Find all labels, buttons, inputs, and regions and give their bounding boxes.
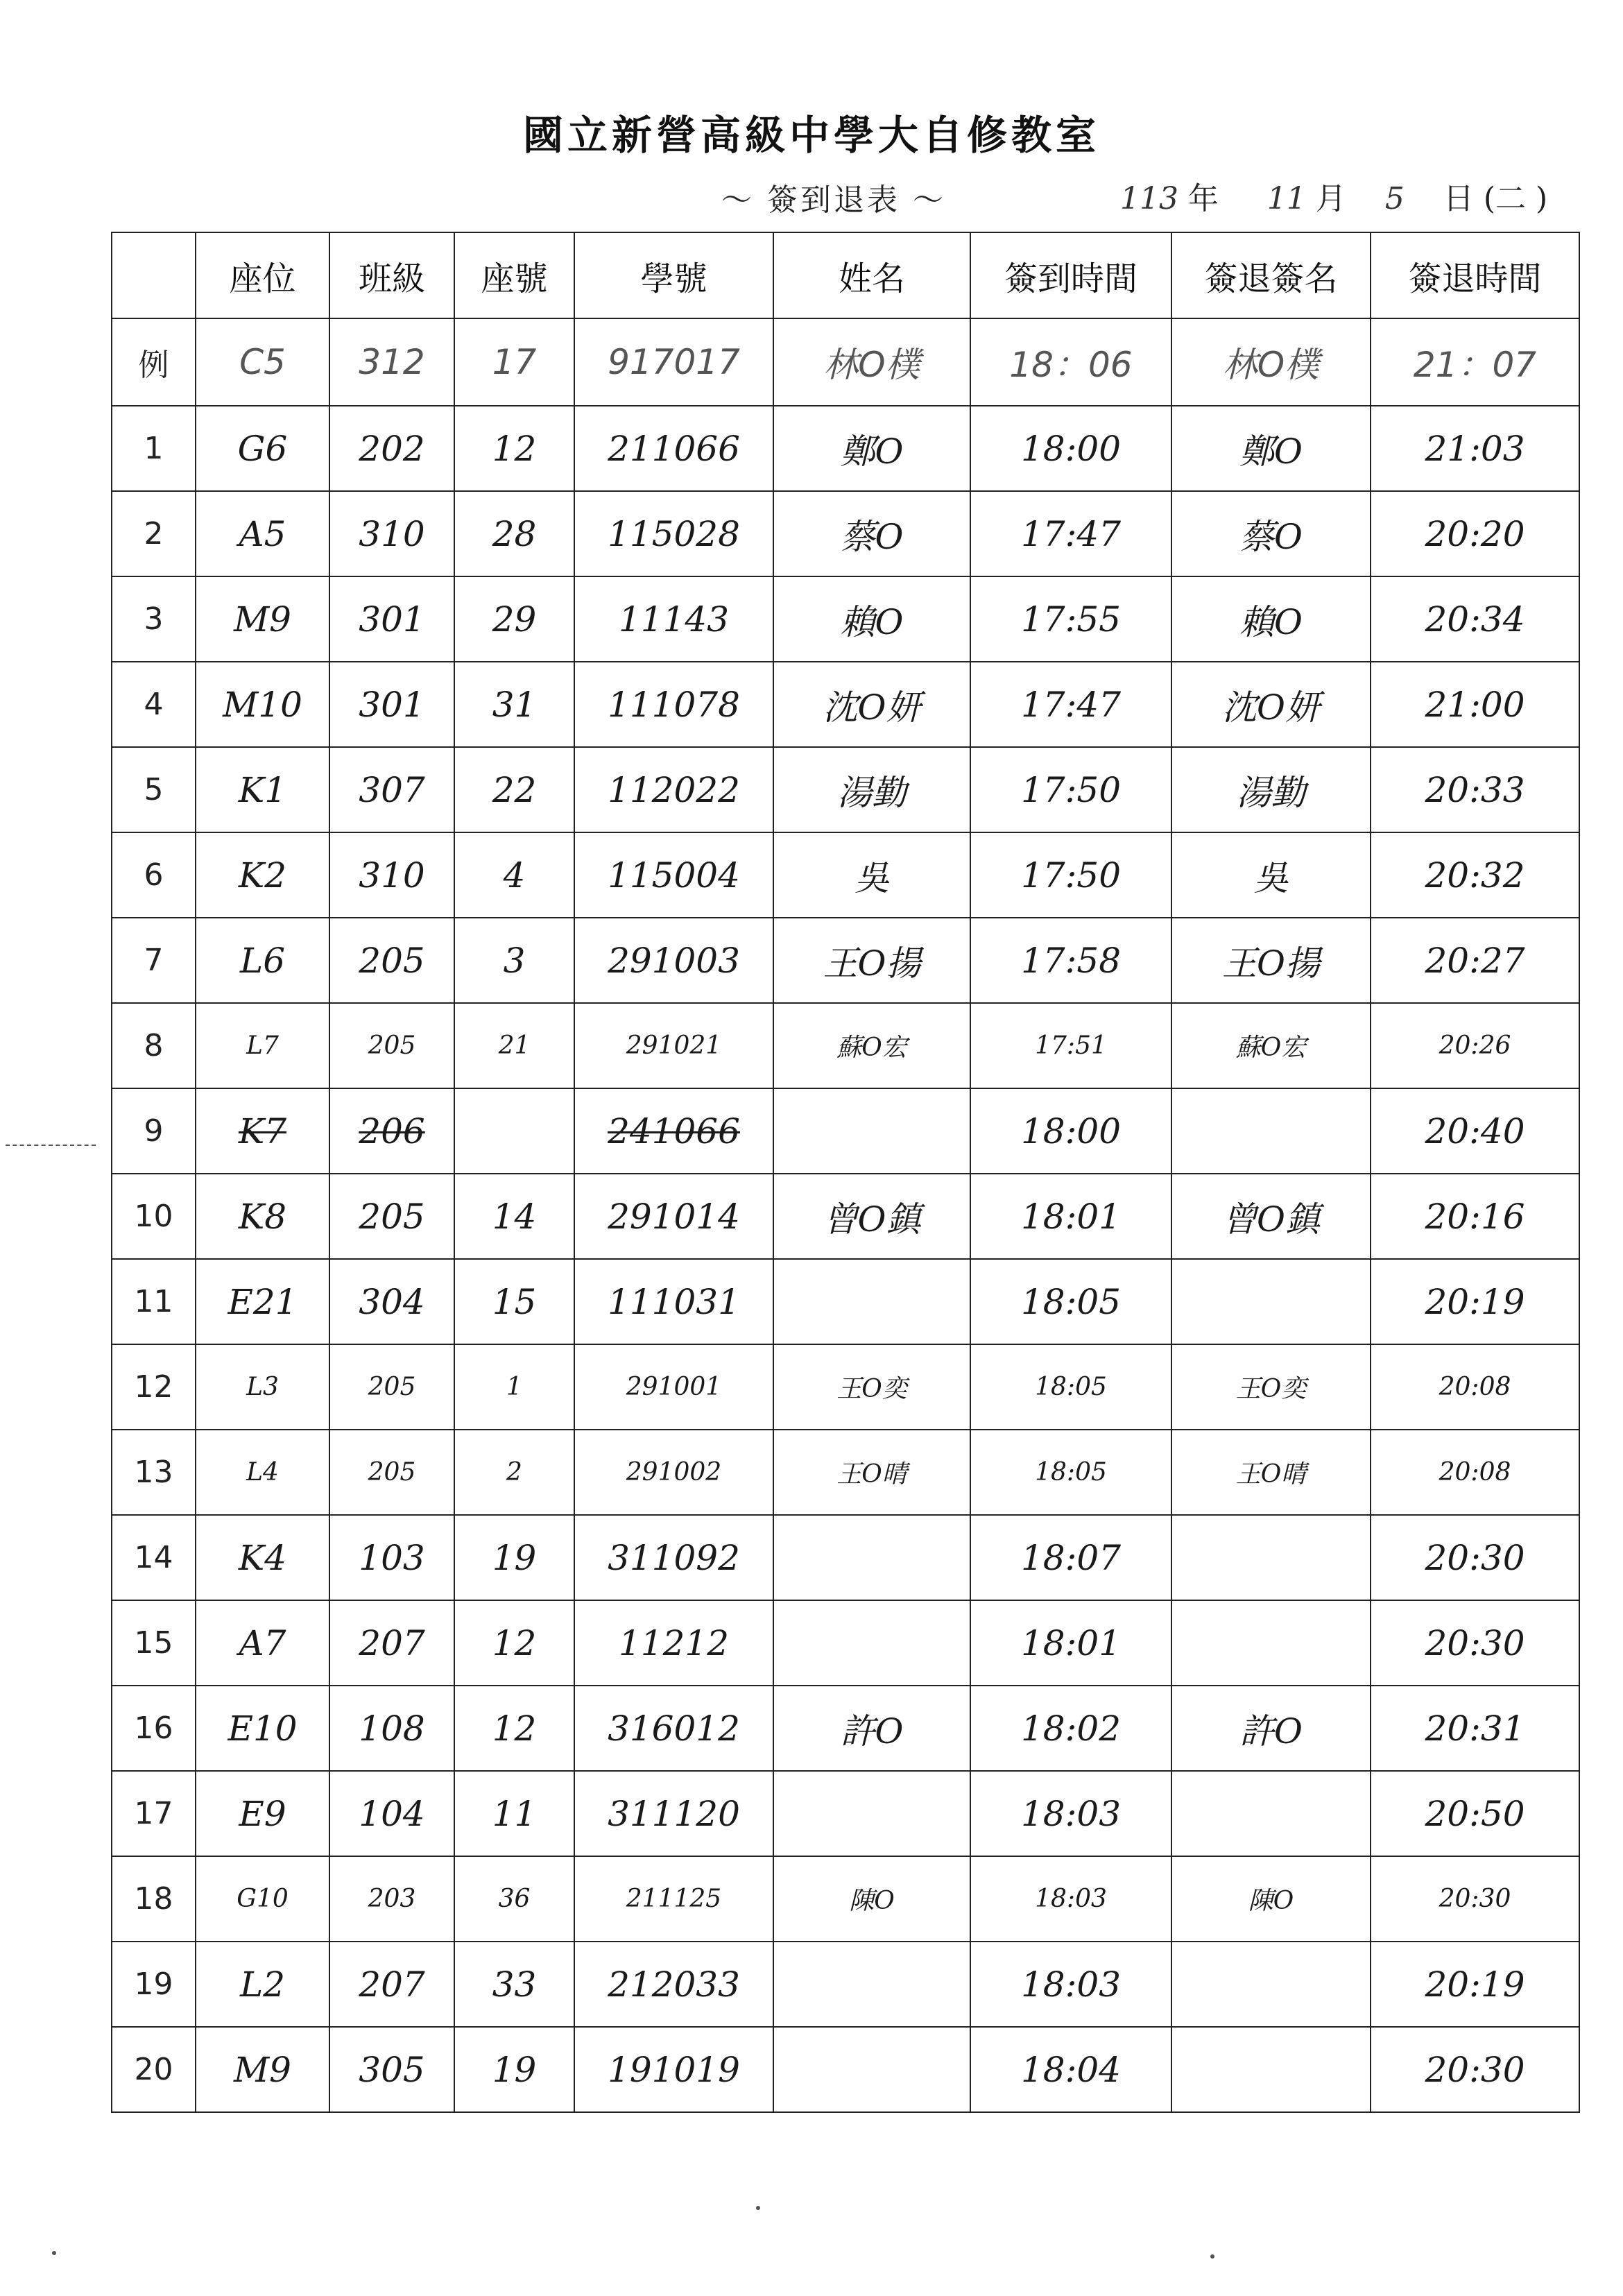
name-cell: [773, 1259, 970, 1344]
seat-cell: A7: [196, 1600, 329, 1686]
checkin-time-cell: 17:58: [970, 918, 1171, 1003]
table-row: [112, 1600, 1579, 1686]
checkout-time-cell: 21:00: [1371, 662, 1579, 747]
seat-cell: M9: [196, 2027, 329, 2112]
student-id-cell: 11143: [574, 576, 773, 662]
example-checkout: 21：07: [1371, 318, 1579, 406]
name-cell: [773, 1771, 970, 1856]
signout-signature-cell: 王O奕: [1171, 1344, 1371, 1430]
name-cell: 王O揚: [773, 918, 970, 1003]
student-id-cell: 115004: [574, 832, 773, 918]
student-id-cell: 11212: [574, 1600, 773, 1686]
date-month: 11: [1266, 181, 1306, 216]
example-number: 17: [454, 318, 574, 406]
student-id-cell: 112022: [574, 747, 773, 832]
name-cell: [773, 1088, 970, 1174]
col-student-id-header: 學號: [574, 232, 773, 318]
row-index: 5: [112, 747, 196, 832]
row-index: 15: [112, 1600, 196, 1686]
checkout-time-cell: 20:50: [1371, 1771, 1579, 1856]
class-cell: 305: [329, 2027, 454, 2112]
row-index: 9: [112, 1088, 196, 1174]
date-year: 113: [1120, 181, 1178, 216]
name-cell: 沈O妍: [773, 662, 970, 747]
table-row: [112, 918, 1579, 1003]
example-student-id: 917017: [574, 318, 773, 406]
table-row: [112, 2027, 1579, 2112]
seat-cell: E10: [196, 1686, 329, 1771]
seat-cell: K1: [196, 747, 329, 832]
class-cell: 307: [329, 747, 454, 832]
signout-signature-cell: 蔡O: [1171, 491, 1371, 576]
class-cell: 205: [329, 1430, 454, 1515]
seat-cell: E9: [196, 1771, 329, 1856]
student-id-cell: 211125: [574, 1856, 773, 1942]
checkin-time-cell: 18:00: [970, 406, 1171, 491]
form-subtitle: ～ 簽到退表 ～: [721, 182, 946, 218]
student-id-cell: 311120: [574, 1771, 773, 1856]
checkin-time-cell: 18:05: [970, 1430, 1171, 1515]
checkin-time-cell: 18:03: [970, 1942, 1171, 2027]
signout-signature-cell: 湯勤: [1171, 747, 1371, 832]
table-row: [112, 406, 1579, 491]
checkin-time-cell: 18:03: [970, 1771, 1171, 1856]
col-name-header: 姓名: [773, 232, 970, 318]
row-index: 16: [112, 1686, 196, 1771]
student-id-cell: 291021: [574, 1003, 773, 1088]
seat-cell: L7: [196, 1003, 329, 1088]
checkin-time-cell: 18:05: [970, 1344, 1171, 1430]
seat-cell: K7: [196, 1088, 329, 1174]
signout-signature-cell: 陳O: [1171, 1856, 1371, 1942]
seat-cell: M9: [196, 576, 329, 662]
checkin-time-cell: 18:03: [970, 1856, 1171, 1942]
signout-signature-cell: [1171, 1600, 1371, 1686]
name-cell: 王O奕: [773, 1344, 970, 1430]
name-cell: [773, 1600, 970, 1686]
seat-number-cell: 19: [454, 2027, 574, 2112]
name-cell: [773, 1942, 970, 2027]
checkin-time-cell: 17:47: [970, 662, 1171, 747]
signout-signature-cell: [1171, 1088, 1371, 1174]
row-index: 18: [112, 1856, 196, 1942]
student-id-cell: 115028: [574, 491, 773, 576]
seat-number-cell: 31: [454, 662, 574, 747]
name-cell: 陳O: [773, 1856, 970, 1942]
seat-cell: L3: [196, 1344, 329, 1430]
checkout-time-cell: 20:19: [1371, 1259, 1579, 1344]
checkout-time-cell: 20:32: [1371, 832, 1579, 918]
seat-cell: K4: [196, 1515, 329, 1600]
example-index: 例: [112, 318, 196, 406]
row-index: 3: [112, 576, 196, 662]
class-cell: 206: [329, 1088, 454, 1174]
checkout-time-cell: 20:40: [1371, 1088, 1579, 1174]
student-id-cell: 311092: [574, 1515, 773, 1600]
student-id-cell: 212033: [574, 1942, 773, 2027]
checkout-time-cell: 20:30: [1371, 1856, 1579, 1942]
example-row: [112, 318, 1579, 406]
date-day: 5: [1384, 181, 1405, 216]
student-id-cell: 291001: [574, 1344, 773, 1430]
checkout-time-cell: 20:19: [1371, 1942, 1579, 2027]
student-id-cell: 111078: [574, 662, 773, 747]
name-cell: 蔡O: [773, 491, 970, 576]
seat-number-cell: 2: [454, 1430, 574, 1515]
signout-signature-cell: 許O: [1171, 1686, 1371, 1771]
class-cell: 108: [329, 1686, 454, 1771]
table-row: [112, 1942, 1579, 2027]
page-title: 國立新營高級中學大自修教室: [522, 112, 1100, 159]
class-cell: 203: [329, 1856, 454, 1942]
checkin-time-cell: 18:01: [970, 1174, 1171, 1259]
checkout-time-cell: 20:26: [1371, 1003, 1579, 1088]
table-row: [112, 662, 1579, 747]
date-day-unit: 日: [1443, 181, 1474, 216]
row-index: 2: [112, 491, 196, 576]
header-row: [112, 232, 1579, 318]
student-id-cell: 211066: [574, 406, 773, 491]
seat-number-cell: 3: [454, 918, 574, 1003]
seat-cell: M10: [196, 662, 329, 747]
seat-cell: L2: [196, 1942, 329, 2027]
class-cell: 104: [329, 1771, 454, 1856]
checkin-time-cell: 18:07: [970, 1515, 1171, 1600]
table-row: [112, 1344, 1579, 1430]
signout-signature-cell: 王O晴: [1171, 1430, 1371, 1515]
checkin-time-cell: 18:02: [970, 1686, 1171, 1771]
signout-signature-cell: [1171, 1515, 1371, 1600]
name-cell: 許O: [773, 1686, 970, 1771]
student-id-cell: 241066: [574, 1088, 773, 1174]
example-signout-name: 林O樸: [1171, 318, 1371, 406]
seat-number-cell: [454, 1088, 574, 1174]
class-cell: 301: [329, 576, 454, 662]
row-index: 17: [112, 1771, 196, 1856]
table-row: [112, 1430, 1579, 1515]
name-cell: 吳: [773, 832, 970, 918]
example-class: 312: [329, 318, 454, 406]
seat-number-cell: 28: [454, 491, 574, 576]
checkout-time-cell: 20:31: [1371, 1686, 1579, 1771]
table-row: [112, 832, 1579, 918]
name-cell: 曾O鎮: [773, 1174, 970, 1259]
signout-signature-cell: 鄭O: [1171, 406, 1371, 491]
class-cell: 205: [329, 1003, 454, 1088]
seat-number-cell: 11: [454, 1771, 574, 1856]
table-row: [112, 1771, 1579, 1856]
name-cell: 鄭O: [773, 406, 970, 491]
seat-cell: L6: [196, 918, 329, 1003]
signout-signature-cell: [1171, 1259, 1371, 1344]
student-id-cell: 111031: [574, 1259, 773, 1344]
seat-number-cell: 15: [454, 1259, 574, 1344]
signout-signature-cell: 蘇O宏: [1171, 1003, 1371, 1088]
checkin-time-cell: 18:01: [970, 1600, 1171, 1686]
checkout-time-cell: 20:20: [1371, 491, 1579, 576]
example-checkin: 18：06: [970, 318, 1171, 406]
signout-signature-cell: 王O揚: [1171, 918, 1371, 1003]
table-row: [112, 1088, 1579, 1174]
signout-signature-cell: 賴O: [1171, 576, 1371, 662]
student-id-cell: 291003: [574, 918, 773, 1003]
row-index: 20: [112, 2027, 196, 2112]
table-row: [112, 747, 1579, 832]
example-name: 林O樸: [773, 318, 970, 406]
seat-cell: K2: [196, 832, 329, 918]
student-id-cell: 316012: [574, 1686, 773, 1771]
row-index: 19: [112, 1942, 196, 2027]
checkout-time-cell: 20:08: [1371, 1344, 1579, 1430]
signout-signature-cell: [1171, 2027, 1371, 2112]
checkin-time-cell: 17:51: [970, 1003, 1171, 1088]
seat-number-cell: 1: [454, 1344, 574, 1430]
signout-signature-cell: [1171, 1942, 1371, 2027]
checkout-time-cell: 20:30: [1371, 2027, 1579, 2112]
checkout-time-cell: 20:33: [1371, 747, 1579, 832]
checkout-time-cell: 20:27: [1371, 918, 1579, 1003]
signout-signature-cell: 曾O鎮: [1171, 1174, 1371, 1259]
name-cell: [773, 2027, 970, 2112]
class-cell: 207: [329, 1600, 454, 1686]
row-index: 10: [112, 1174, 196, 1259]
example-seat: C5: [196, 318, 329, 406]
checkin-time-cell: 17:55: [970, 576, 1171, 662]
date-month-unit: 月: [1315, 181, 1346, 216]
signout-signature-cell: [1171, 1771, 1371, 1856]
date-line: [1120, 173, 1547, 218]
class-cell: 205: [329, 1344, 454, 1430]
seat-number-cell: 14: [454, 1174, 574, 1259]
checkin-time-cell: 17:50: [970, 747, 1171, 832]
seat-cell: K8: [196, 1174, 329, 1259]
row-index: 13: [112, 1430, 196, 1515]
class-cell: 202: [329, 406, 454, 491]
row-index: 14: [112, 1515, 196, 1600]
seat-number-cell: 29: [454, 576, 574, 662]
seat-number-cell: 12: [454, 406, 574, 491]
col-checkout-header: 簽退時間: [1371, 232, 1579, 318]
table-row: [112, 1174, 1579, 1259]
row-index: 7: [112, 918, 196, 1003]
row-index: 11: [112, 1259, 196, 1344]
class-cell: 205: [329, 918, 454, 1003]
class-cell: 207: [329, 1942, 454, 2027]
class-cell: 310: [329, 491, 454, 576]
table-row: [112, 1686, 1579, 1771]
name-cell: 蘇O宏: [773, 1003, 970, 1088]
checkin-time-cell: 18:00: [970, 1088, 1171, 1174]
class-cell: 103: [329, 1515, 454, 1600]
checkin-time-cell: 17:50: [970, 832, 1171, 918]
class-cell: 304: [329, 1259, 454, 1344]
name-cell: [773, 1515, 970, 1600]
seat-cell: L4: [196, 1430, 329, 1515]
checkout-time-cell: 20:08: [1371, 1430, 1579, 1515]
seat-cell: G10: [196, 1856, 329, 1942]
table-row: [112, 1856, 1579, 1942]
col-index-header: [112, 232, 196, 318]
student-id-cell: 291014: [574, 1174, 773, 1259]
class-cell: 301: [329, 662, 454, 747]
table-row: [112, 1259, 1579, 1344]
class-cell: 310: [329, 832, 454, 918]
student-id-cell: 291002: [574, 1430, 773, 1515]
class-cell: 205: [329, 1174, 454, 1259]
seat-number-cell: 19: [454, 1515, 574, 1600]
table-row: [112, 1003, 1579, 1088]
checkout-time-cell: 20:30: [1371, 1600, 1579, 1686]
scan-speck: [1210, 2254, 1214, 2259]
col-checkin-header: 簽到時間: [970, 232, 1171, 318]
seat-number-cell: 33: [454, 1942, 574, 2027]
name-cell: 湯勤: [773, 747, 970, 832]
col-seat-header: 座位: [196, 232, 329, 318]
student-id-cell: 191019: [574, 2027, 773, 2112]
checkin-time-cell: 17:47: [970, 491, 1171, 576]
col-number-header: 座號: [454, 232, 574, 318]
checkout-time-cell: 20:30: [1371, 1515, 1579, 1600]
row-index: 6: [112, 832, 196, 918]
seat-cell: E21: [196, 1259, 329, 1344]
seat-number-cell: 12: [454, 1600, 574, 1686]
seat-number-cell: 21: [454, 1003, 574, 1088]
date-weekday: (二 ): [1483, 181, 1548, 216]
margin-mark: [6, 1145, 96, 1146]
seat-number-cell: 4: [454, 832, 574, 918]
checkout-time-cell: 20:34: [1371, 576, 1579, 662]
seat-number-cell: 12: [454, 1686, 574, 1771]
row-index: 12: [112, 1344, 196, 1430]
table-row: [112, 576, 1579, 662]
scan-speck: [756, 2206, 760, 2210]
table-row: [112, 1515, 1579, 1600]
checkout-time-cell: 21:03: [1371, 406, 1579, 491]
checkin-time-cell: 18:04: [970, 2027, 1171, 2112]
col-signout-name-header: 簽退簽名: [1171, 232, 1371, 318]
row-index: 1: [112, 406, 196, 491]
date-year-unit: 年: [1187, 181, 1219, 216]
signout-signature-cell: 沈O妍: [1171, 662, 1371, 747]
name-cell: 賴O: [773, 576, 970, 662]
seat-number-cell: 22: [454, 747, 574, 832]
row-index: 4: [112, 662, 196, 747]
checkin-time-cell: 18:05: [970, 1259, 1171, 1344]
checkout-time-cell: 20:16: [1371, 1174, 1579, 1259]
seat-cell: G6: [196, 406, 329, 491]
name-cell: 王O晴: [773, 1430, 970, 1515]
signout-signature-cell: 吳: [1171, 832, 1371, 918]
scan-speck: [52, 2251, 56, 2255]
col-class-header: 班級: [329, 232, 454, 318]
sign-in-table: [111, 232, 1580, 2113]
seat-number-cell: 36: [454, 1856, 574, 1942]
table-row: [112, 491, 1579, 576]
row-index: 8: [112, 1003, 196, 1088]
seat-cell: A5: [196, 491, 329, 576]
